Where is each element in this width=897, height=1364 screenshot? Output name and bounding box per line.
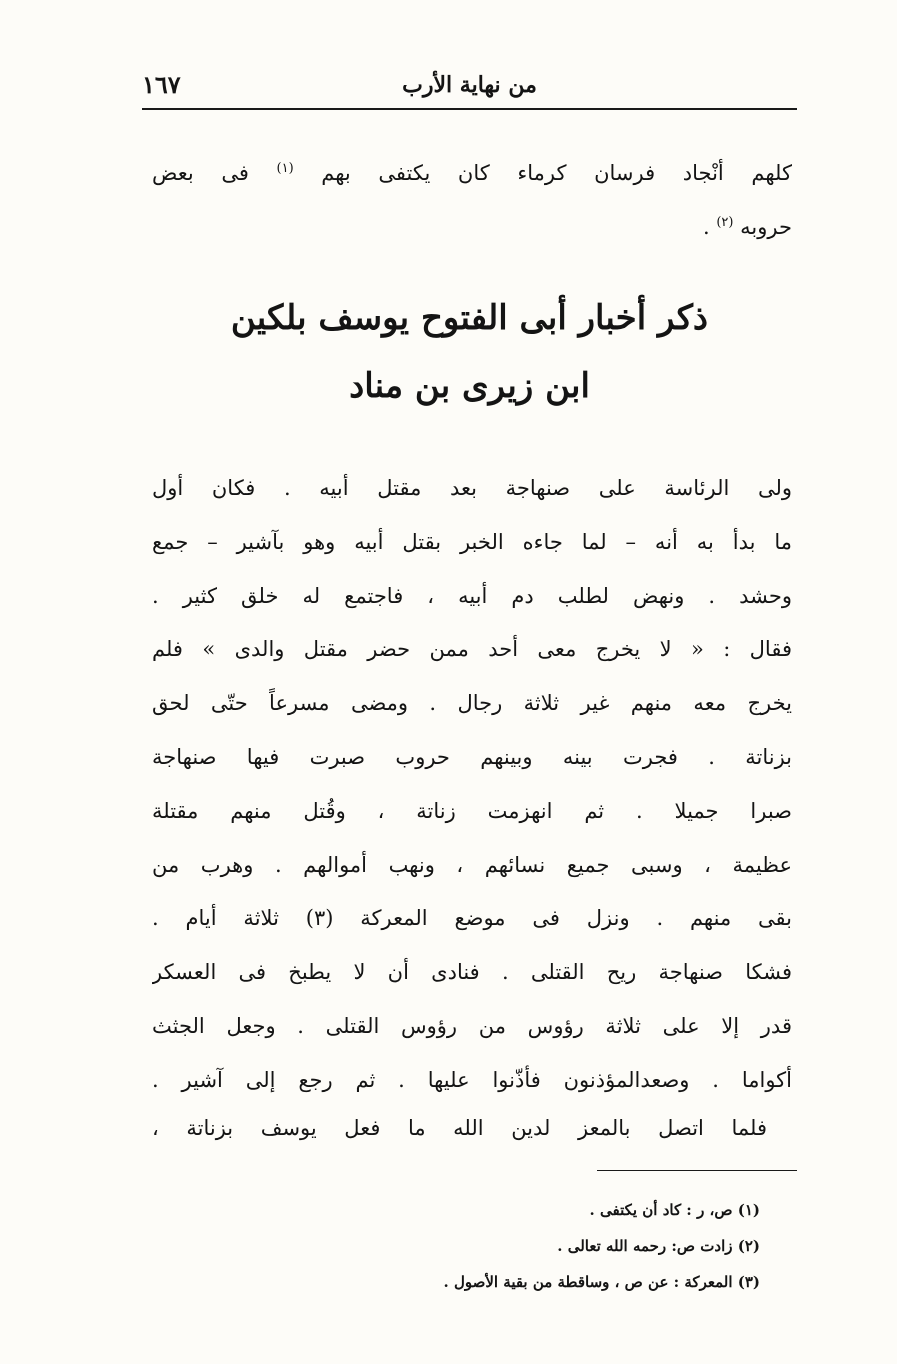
- footnote-divider: [597, 1170, 797, 1171]
- section-heading-line-2: ابن زيرى بن مناد: [349, 366, 590, 406]
- footnote: (٢) زادت ص: رحمه الله تعالى .: [557, 1237, 760, 1255]
- body-line: أكواما . وصعدالمؤذنون فأذّنوا عليها . ثم رجع إلى آشير .: [152, 1067, 792, 1092]
- footnote: (٣) المعركة : عن ص ، وساقطة من بقية الأصول .: [443, 1273, 760, 1291]
- footnotes: [300, 1192, 760, 1300]
- section-heading-line-1: ذكر أخبار أبى الفتوح يوسف بلكين: [230, 298, 709, 338]
- intro-line: حروبه $^{(٢)}$ .: [702, 215, 792, 239]
- intro-paragraph: [152, 146, 792, 254]
- running-header: [142, 60, 797, 110]
- body-line: بزناتة . فجرت بينه وبينهم حروب صبرت فيها صنهاجة: [152, 744, 792, 769]
- body-line: فقال : « لا يخرج معى أحد ممن حضر مقتل والدى » فلم: [152, 637, 792, 662]
- body-line: يخرج معه منهم غير ثلاثة رجال . ومضى مسرعاً حتّى لحق: [152, 691, 792, 716]
- body-line: قدر إلا على ثلاثة رؤوس من رؤوس القتلى . وجعل الجثث: [152, 1013, 792, 1038]
- body-line: ما بدأ به أنه – لما جاءه الخبر بقتل أبيه وهو بآشير – جمع: [152, 529, 792, 554]
- intro-line: كلهم أنْجاد فرسان كرماء كان يكتفى بهم $^{(١)}$ فى بعض: [152, 161, 792, 185]
- closing-line: فلما اتصل بالمعز لدين الله ما فعل يوسف بزناتة ،: [152, 1116, 767, 1140]
- body-line: وحشد . ونهض لطلب دم أبيه ، فاجتمع له خلق كثير .: [152, 583, 792, 608]
- running-title: من نهاية الأرب: [402, 72, 537, 98]
- body-line: بقى منهم . ونزل فى موضع المعركة (٣) ثلاثة أيام .: [152, 906, 792, 931]
- body-line: عظيمة ، وسبى جميع نسائهم ، ونهب أموالهم . وهرب من: [152, 852, 792, 877]
- body-line: صبرا جميلا . ثم انهزمت زناتة ، وقُتل منهم مقتلة: [152, 798, 792, 823]
- footnote-marker: (٢): [716, 215, 734, 230]
- body-paragraph: [152, 462, 792, 1108]
- footnote-marker: (١): [276, 161, 294, 176]
- body-line: ولى الرئاسة على صنهاجة بعد مقتل أبيه . فكان أول: [152, 476, 792, 500]
- footnote: (١) ص، ر : كاد أن يكتفى .: [589, 1201, 760, 1219]
- body-line: فشكا صنهاجة ريح القتلى . فنادى أن لا يطبخ فى العسكر: [152, 960, 792, 985]
- page-number: ١٦٧: [142, 70, 181, 99]
